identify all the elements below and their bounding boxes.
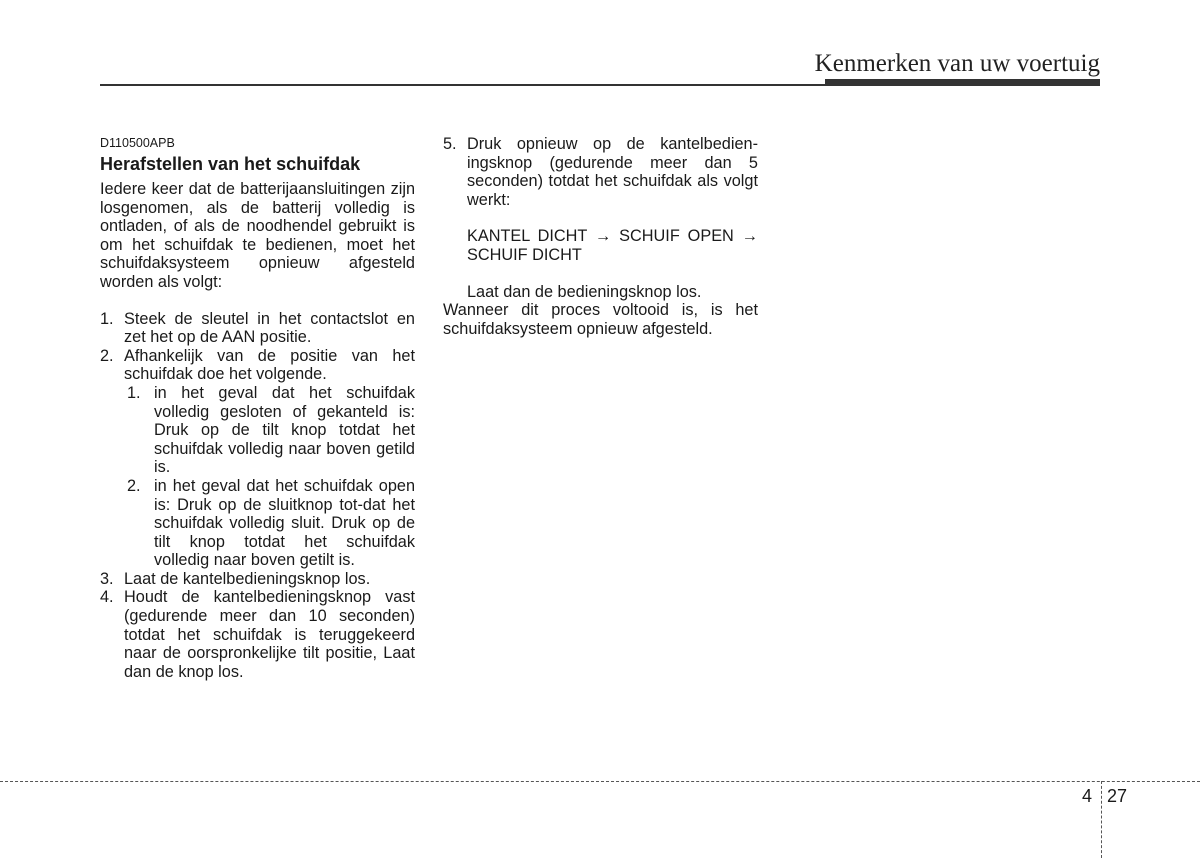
header-rule-accent	[825, 79, 1100, 86]
step-text: Druk opnieuw op de kantelbedien-ingsknop (gedurende meer dan 5 seconden) totdat het schuifdak als volgt werkt:	[467, 135, 758, 209]
step-number: 5.	[443, 135, 457, 153]
step-number: 2.	[100, 346, 114, 365]
step-item	[443, 135, 758, 209]
page-number: 27	[1107, 786, 1128, 806]
step-text: Steek de sleutel in het contactslot en zet het op de AAN positie.	[124, 309, 415, 347]
step-item	[100, 570, 415, 589]
header-rule	[100, 84, 825, 86]
step-item	[100, 588, 415, 681]
step-text: Laat de kantelbedieningsknop los.	[124, 569, 371, 588]
footer-divider	[1101, 781, 1102, 858]
step-text: Afhankelijk van de positie van het schuifdak doe het volgende.	[124, 346, 415, 384]
operation-sequence: KANTEL DICHT → SCHUIF OPEN → SCHUIF DICHT	[467, 227, 758, 264]
step-item	[100, 347, 415, 384]
step-item	[100, 310, 415, 347]
section-heading: Herafstellen van het schuifdak	[100, 154, 361, 174]
conclusion-paragraph: Wanneer dit proces voltooid is, is het schuifdaksysteem opnieuw afgesteld.	[443, 301, 758, 338]
section-title: Kenmerken van uw voertuig	[814, 50, 1100, 77]
chapter-number: 4	[1082, 786, 1093, 806]
step-number: 4.	[100, 588, 114, 607]
substep-item	[127, 477, 415, 570]
footer-rule	[0, 781, 1200, 782]
right-column	[443, 135, 758, 338]
step-text: Houdt de kantelbedieningsknop vast (gedurende meer dan 10 seconden) totdat het schuifdak is teruggekeerd naar de oorspronkelijke tilt positie, Laat dan de knop los.	[124, 588, 415, 681]
step-number: 3.	[100, 569, 114, 588]
substep-number: 2.	[127, 476, 141, 495]
release-instruction: Laat dan de bedieningsknop los.	[467, 282, 702, 301]
intro-paragraph: Iedere keer dat de batterijaansluitingen zijn losgenomen, als de batterij volledig is ontladen, of als de noodhendel gebruikt is om het schuifdak te bedienen, moet het schuifdaksysteem opnieuw afgesteld worden als volgt:	[100, 180, 415, 291]
left-column	[100, 135, 415, 681]
substep-text: in het geval dat het schuifdak open is: Druk op de sluitknop tot-dat het schuifdak volledig sluit. Druk op de tilt knop totdat het schuifdak volledig naar boven getilt is.	[154, 476, 415, 570]
substep-text: in het geval dat het schuifdak volledig gesloten of gekanteld is: Druk op de tilt knop totdat het schuifdak volledig naar boven getild is.	[154, 383, 415, 477]
substep-item	[127, 384, 415, 477]
section-code: D110500APB	[100, 136, 175, 150]
substep-number: 1.	[127, 383, 141, 402]
step-number: 1.	[100, 309, 114, 328]
